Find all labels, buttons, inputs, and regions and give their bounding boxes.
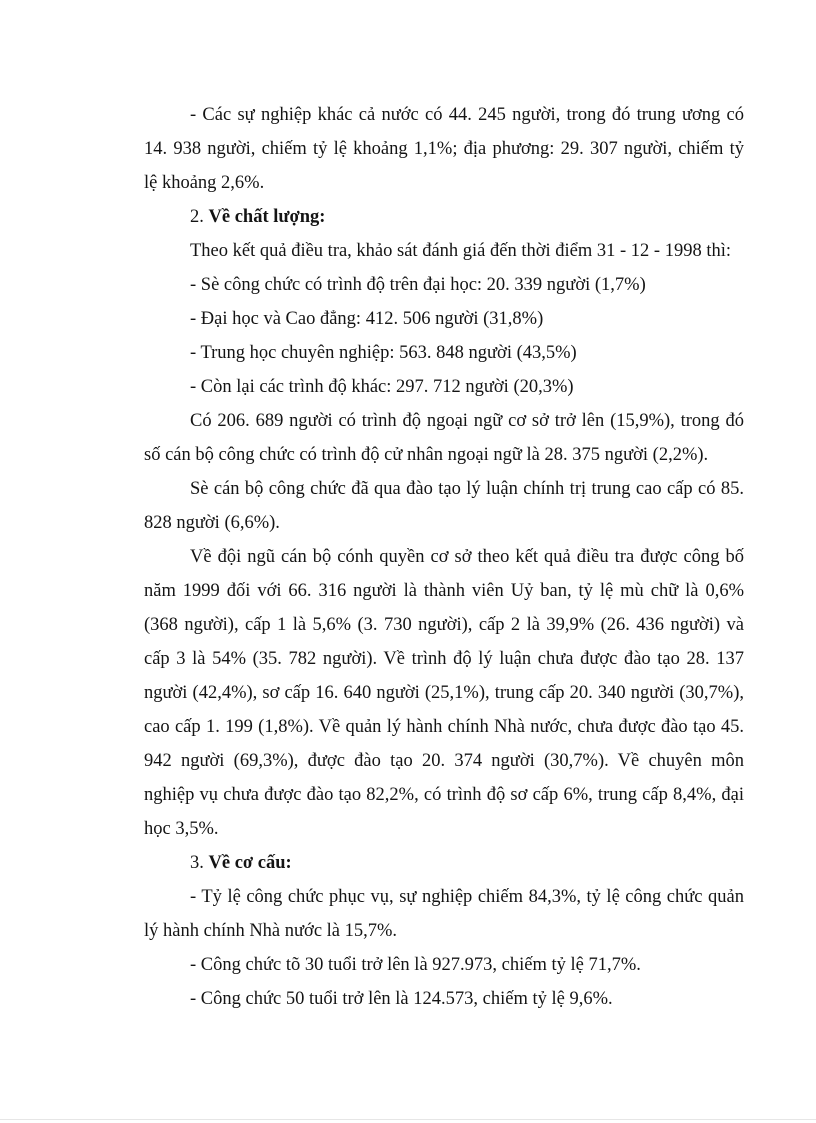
body-line: 942 người (69,3%), được đào tạo 20. 374 người (30,7%). Về chuyên môn bbox=[144, 751, 744, 771]
body-line: người (42,4%), sơ cấp 16. 640 người (25,1%), trung cấp 20. 340 người (30,7%), bbox=[144, 683, 744, 703]
section-number: 2. bbox=[190, 207, 209, 227]
document-page bbox=[144, 98, 744, 1016]
section-title: Về chất lượng: bbox=[208, 207, 326, 227]
body-line: 14. 938 người, chiếm tỷ lệ khoảng 1,1%; địa phương: 29. 307 người, chiếm tỷ bbox=[144, 139, 744, 159]
list-item: - Sè công chức có trình độ trên đại học: 20. 339 người (1,7%) bbox=[190, 275, 646, 295]
page-bottom-edge bbox=[0, 1119, 816, 1120]
body-line: cao cấp 1. 199 (1,8%). Về quản lý hành chính Nhà nước, chưa được đào tạo 45. bbox=[144, 717, 744, 737]
body-line: lý hành chính Nhà nước là 15,7%. bbox=[144, 921, 398, 941]
body-line: cấp 3 là 54% (35. 782 người). Về trình độ lý luận chưa được đào tạo 28. 137 bbox=[144, 649, 744, 669]
section-heading-quality bbox=[144, 200, 744, 234]
list-item: - Công chức 50 tuổi trở lên là 124.573, chiếm tỷ lệ 9,6%. bbox=[190, 989, 613, 1009]
list-item: - Trung học chuyên nghiệp: 563. 848 người (43,5%) bbox=[190, 343, 577, 363]
body-line: (368 người), cấp 1 là 5,6% (3. 730 người), cấp 2 là 39,9% (26. 436 người) và bbox=[144, 615, 744, 635]
body-line: nghiệp vụ chưa được đào tạo 82,2%, có trình độ sơ cấp 6%, trung cấp 8,4%, đại bbox=[144, 785, 744, 805]
section-number: 3. bbox=[190, 853, 209, 873]
list-item: - Đại học và Cao đẳng: 412. 506 người (31,8%) bbox=[190, 309, 544, 329]
section-title: Về cơ cấu: bbox=[208, 853, 292, 873]
body-line: - Các sự nghiệp khác cả nước có 44. 245 người, trong đó trung ương có bbox=[190, 105, 744, 125]
body-line: năm 1999 đối với 66. 316 người là thành viên Uỷ ban, tỷ lệ mù chữ là 0,6% bbox=[144, 581, 744, 601]
section-heading-structure bbox=[144, 846, 744, 880]
list-item: - Còn lại các trình độ khác: 297. 712 người (20,3%) bbox=[190, 377, 574, 397]
body-line: lệ khoảng 2,6%. bbox=[144, 173, 265, 193]
body-line: 828 người (6,6%). bbox=[144, 513, 280, 533]
list-item: - Tỷ lệ công chức phục vụ, sự nghiệp chiếm 84,3%, tỷ lệ công chức quản bbox=[190, 887, 744, 907]
body-line: Theo kết quả điều tra, khảo sát đánh giá đến thời điểm 31 - 12 - 1998 thì: bbox=[190, 241, 732, 261]
list-item: - Công chức tõ 30 tuổi trở lên là 927.973, chiếm tỷ lệ 71,7%. bbox=[190, 955, 641, 975]
body-line: học 3,5%. bbox=[144, 819, 219, 839]
body-line: Có 206. 689 người có trình độ ngoại ngữ cơ sở trở lên (15,9%), trong đó bbox=[190, 411, 744, 431]
body-line: Sè cán bộ công chức đã qua đào tạo lý luận chính trị trung cao cấp có 85. bbox=[190, 479, 744, 499]
body-line: số cán bộ công chức có trình độ cử nhân ngoại ngữ là 28. 375 người (2,2%). bbox=[144, 445, 709, 465]
body-line: Về đội ngũ cán bộ cónh quyền cơ sở theo kết quả điều tra được công bố bbox=[190, 547, 744, 567]
